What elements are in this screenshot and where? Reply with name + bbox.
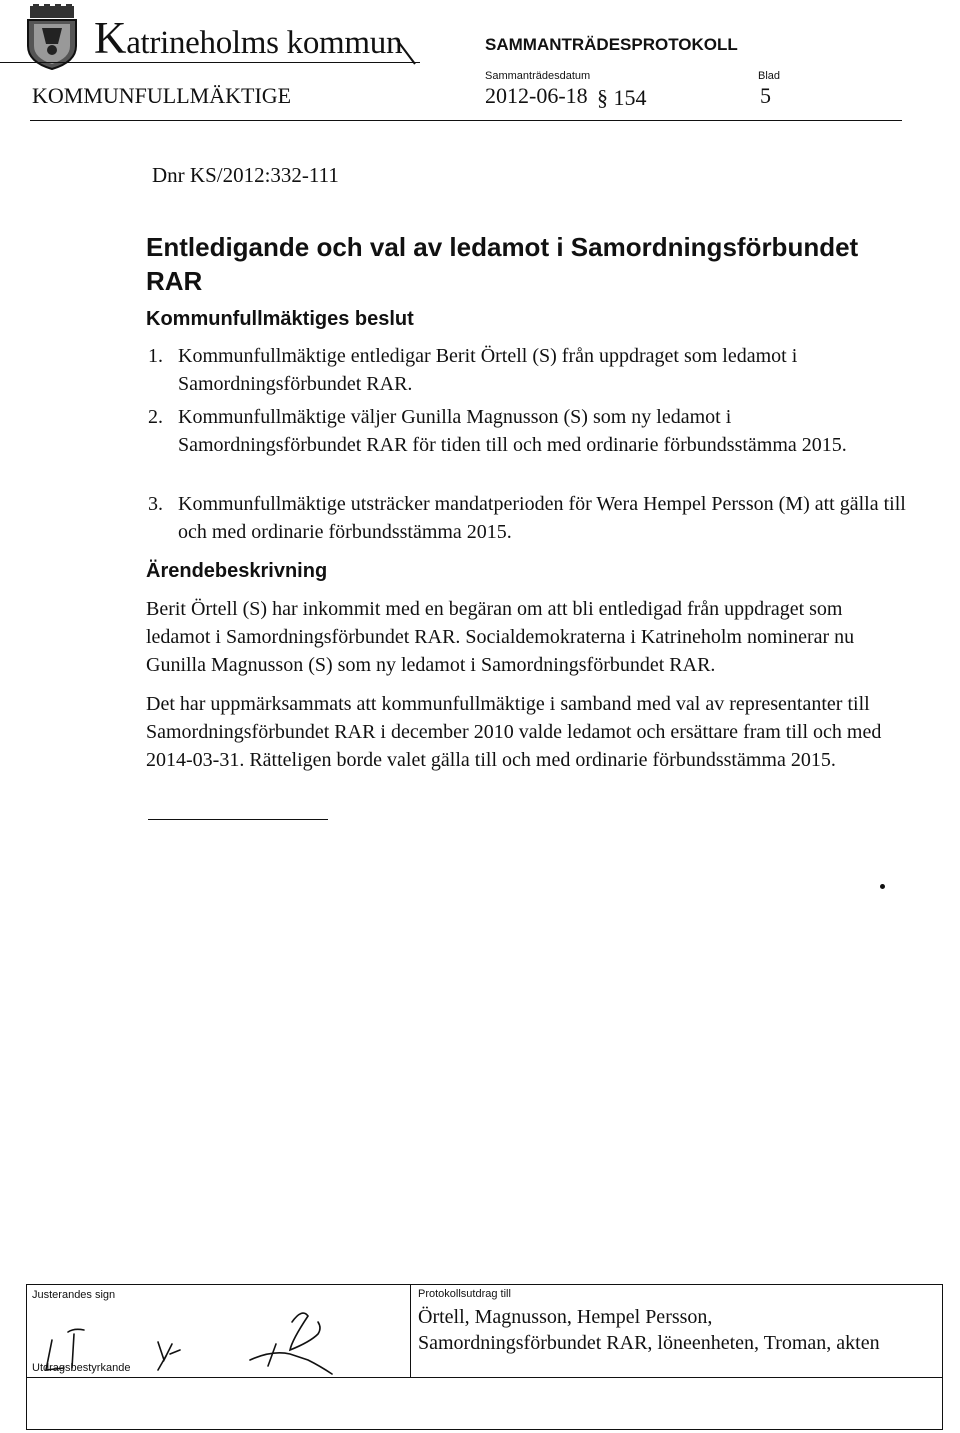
signature-box-divider (410, 1284, 411, 1378)
municipal-crest-logo (24, 4, 80, 70)
description-paragraph: Berit Örtell (S) har inkommit med en begäran om att bli entledigad från uppdraget som ledamot i Samordningsförbundet RAR. Socialdemokraterna i Katrineholm nominerar nu Gunilla Magnusson (S) som ny ledamot i Samordningsförbundet RAR. (146, 598, 855, 676)
decision-item-text: Kommunfullmäktige entledigar Berit Örtell (S) från uppdraget som ledamot i Samordningsförbundet RAR. (178, 345, 798, 395)
document-title: Entledigande och val av ledamot i Samordningsförbundet RAR (146, 232, 859, 296)
decision-heading: Kommunfullmäktiges beslut (146, 308, 414, 330)
description-heading: Ärendebeskrivning (146, 560, 328, 582)
stray-mark (880, 884, 885, 889)
decision-item (148, 490, 908, 546)
recipients-underline (410, 1377, 943, 1378)
minutes-extract-to-label: Protokollsutdrag till (418, 1288, 511, 1300)
handwritten-signatures (40, 1300, 410, 1378)
header-divider (30, 120, 902, 121)
decision-item-text: Kommunfullmäktige väljer Gunilla Magnusson (S) som ny ledamot i Samordningsförbundet RAR för tiden till och med ordinarie förbundsstämma 2015. (178, 406, 847, 456)
header-diagonal-stroke (395, 38, 417, 66)
case-number: Dnr KS/2012:332-111 (152, 163, 339, 187)
organization-name-initial: K (94, 13, 127, 63)
extract-certification-label: Utdragsbestyrkande (32, 1362, 131, 1374)
header-underline (0, 62, 420, 63)
paragraph-number: § 154 (597, 85, 647, 110)
decision-body-name: KOMMUNFULLMÄKTIGE (32, 83, 292, 108)
recipients-list (418, 1304, 880, 1356)
end-of-section-rule (148, 819, 328, 820)
adjusters-signature-label: Justerandes sign (32, 1289, 116, 1301)
document-type: SAMMANTRÄDESPROTOKOLL (485, 35, 738, 54)
page-number: 5 (760, 83, 771, 108)
decision-item-number: 1. (148, 345, 163, 367)
organization-name-rest: atrineholms kommun (126, 25, 403, 61)
meeting-date-label: Sammanträdesdatum (485, 70, 591, 82)
description-paragraph: Det har uppmärksammats att kommunfullmäktige i samband med val av representanter till Samordningsförbundet RAR i december 2010 valde ledamot och ersättare fram till och med 2014-03-31. Rätteligen borde valet gälla till och med ordinarie förbundsstämma 2015. (146, 693, 882, 771)
decision-item-number: 2. (148, 406, 163, 428)
page-label: Blad (758, 70, 781, 82)
decision-item (148, 403, 908, 459)
meeting-date: 2012-06-18 (485, 83, 588, 108)
organization-name (94, 13, 403, 63)
recipients-line: Örtell, Magnusson, Hempel Persson, (418, 1306, 713, 1328)
decision-item-number: 3. (148, 493, 163, 515)
decision-item-text: Kommunfullmäktige utsträcker mandatperioden för Wera Hempel Persson (M) att gälla till och med ordinarie förbundsstämma 2015. (178, 493, 906, 543)
decision-item (148, 342, 908, 398)
recipients-line: Samordningsförbundet RAR, löneenheten, Troman, akten (418, 1332, 880, 1354)
